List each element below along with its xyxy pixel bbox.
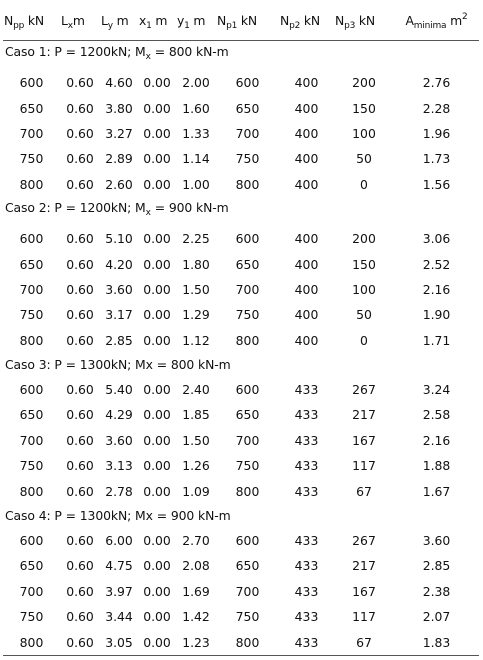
cell-x1: 0.00: [143, 307, 171, 323]
cell-np2: 433: [294, 458, 319, 474]
cell-np2: 433: [294, 609, 319, 625]
cell-np1: 700: [235, 281, 260, 297]
table-row: [3, 377, 479, 402]
cell-lx: 0.60: [66, 332, 94, 348]
header-row: [3, 3, 479, 41]
cell-lx: 0.60: [66, 256, 94, 272]
cell-np1: 650: [235, 407, 260, 423]
cell-amin: 1.90: [422, 307, 451, 323]
cell-lx: 0.60: [66, 407, 94, 423]
table-row: [3, 302, 479, 327]
cell-lx: 0.60: [66, 483, 94, 499]
cell-x1: 0.00: [143, 583, 171, 599]
cell-amin: 2.76: [422, 75, 451, 91]
case-title: [3, 41, 479, 66]
cell-ly: 3.80: [105, 100, 133, 116]
cell-x1: 0.00: [143, 432, 171, 448]
cell-y1: 2.40: [182, 382, 210, 398]
cell-np3: 150: [352, 100, 376, 116]
cell-ly: 3.13: [105, 458, 133, 474]
cell-y1: 1.14: [182, 151, 210, 167]
cell-ly: 2.60: [105, 176, 133, 192]
cell-np2: 400: [294, 151, 319, 167]
cell-npp: 800: [3, 629, 60, 655]
case-title: [3, 197, 479, 221]
cell-np2: 400: [294, 256, 319, 272]
cell-np3: 100: [352, 125, 376, 141]
cell-np2: 433: [294, 382, 319, 398]
cell-np3: 67: [356, 483, 372, 499]
header-x1: $x_1$ m: [138, 3, 176, 41]
cell-ly: 3.17: [105, 307, 133, 323]
cell-npp: 800: [19, 483, 44, 499]
cell-x1: 0.00: [143, 458, 171, 474]
table-row: [3, 121, 479, 146]
cell-x1: 0.00: [143, 256, 171, 272]
cell-y1: 1.12: [182, 332, 210, 348]
cell-lx: 0.60: [66, 75, 94, 91]
cell-npp: 650: [19, 407, 44, 423]
cell-amin: 1.71: [422, 332, 451, 348]
cell-ly: 3.27: [105, 125, 133, 141]
cell-np3: 117: [352, 609, 376, 625]
table-row: [3, 528, 479, 553]
cell-amin: 3.24: [422, 382, 451, 398]
cell-x1: 0.00: [143, 609, 171, 625]
cell-ly: 3.05: [100, 629, 138, 655]
cell-y1: 1.60: [182, 100, 210, 116]
case-title-text: Caso 3: P = 1300kN; Mx = 800 kN-m: [5, 357, 231, 373]
cell-lx: 0.60: [66, 231, 94, 247]
cell-amin: 2.28: [422, 100, 451, 116]
cell-ly: 2.78: [105, 483, 133, 499]
cell-lx: 0.60: [60, 629, 100, 655]
cell-np3: 200: [352, 75, 376, 91]
cell-x1: 0.00: [143, 100, 171, 116]
cell-np2: 433: [294, 533, 319, 549]
cell-np1: 750: [235, 609, 260, 625]
cell-lx: 0.60: [66, 281, 94, 297]
cell-amin: 3.06: [422, 231, 451, 247]
cell-y1: 1.29: [182, 307, 210, 323]
cell-np3: 200: [352, 231, 376, 247]
cell-np3: 267: [352, 533, 376, 549]
table-row: [3, 604, 479, 629]
header-lx: $L_xm$: [60, 3, 100, 41]
cell-np1: 750: [235, 151, 260, 167]
cell-npp: 750: [19, 151, 44, 167]
cell-x1: 0.00: [143, 151, 171, 167]
cell-x1: 0.00: [143, 558, 171, 574]
table-row: [3, 453, 479, 478]
cell-np3: 100: [352, 281, 376, 297]
cell-np3: 50: [356, 151, 372, 167]
cell-lx: 0.60: [66, 458, 94, 474]
table-row: [3, 629, 479, 655]
cell-y1: 2.25: [182, 231, 210, 247]
cell-lx: 0.60: [66, 558, 94, 574]
cell-amin: 2.58: [422, 407, 451, 423]
cell-ly: 4.29: [105, 407, 133, 423]
cell-y1: 1.26: [182, 458, 210, 474]
case-header-row: [3, 197, 479, 221]
case-title-suffix: = 800 kN-m: [150, 44, 229, 59]
cell-np2: 400: [294, 231, 319, 247]
table-row: [3, 277, 479, 302]
cell-lx: 0.60: [66, 533, 94, 549]
cell-npp: 700: [19, 432, 44, 448]
cell-np2: 400: [294, 125, 319, 141]
cell-lx: 0.60: [66, 176, 94, 192]
cell-x1: 0.00: [143, 407, 171, 423]
cell-np3: 217: [352, 558, 376, 574]
cell-y1: 1.80: [182, 256, 210, 272]
cell-np1: 800: [235, 176, 260, 192]
cell-y1: 1.00: [182, 176, 210, 192]
cell-amin: 1.83: [394, 629, 479, 655]
cell-np1: 600: [235, 382, 260, 398]
cell-ly: 3.44: [105, 609, 133, 625]
table-row: [3, 579, 479, 604]
cell-npp: 600: [19, 231, 44, 247]
cell-np3: 217: [352, 407, 376, 423]
cell-np2: 400: [294, 176, 319, 192]
cell-x1: 0.00: [143, 332, 171, 348]
cell-npp: 600: [19, 382, 44, 398]
cell-x1: 0.00: [138, 629, 176, 655]
header-ly: $L_y$ m: [100, 3, 138, 41]
header-amin: $A_{minima}$ $m^2$: [394, 3, 479, 41]
case-title-subscript: x: [145, 52, 151, 62]
cell-np1: 750: [235, 307, 260, 323]
cell-amin: 2.16: [422, 432, 451, 448]
cell-x1: 0.00: [143, 176, 171, 192]
case-title-text: Caso 4: P = 1300kN; Mx = 900 kN-m: [5, 508, 231, 524]
table-body: [3, 41, 479, 656]
header-np3: $N_{p3}$ kN: [334, 3, 394, 41]
cell-y1: 1.69: [182, 583, 210, 599]
cell-np1: 600: [235, 533, 260, 549]
cell-np1: 700: [235, 125, 260, 141]
cell-lx: 0.60: [66, 432, 94, 448]
cell-x1: 0.00: [143, 382, 171, 398]
cell-npp: 800: [19, 176, 44, 192]
cell-x1: 0.00: [143, 533, 171, 549]
table-row: [3, 402, 479, 427]
cell-ly: 2.85: [105, 332, 133, 348]
table-row: [3, 478, 479, 503]
cell-lx: 0.60: [66, 609, 94, 625]
cell-ly: 3.60: [105, 281, 133, 297]
cell-y1: 2.70: [182, 533, 210, 549]
cell-y1: 1.50: [182, 432, 210, 448]
cell-np2: 433: [294, 407, 319, 423]
cell-np3: 50: [356, 307, 372, 323]
cell-np2: 433: [294, 558, 319, 574]
cell-lx: 0.60: [66, 382, 94, 398]
cell-npp: 600: [19, 75, 44, 91]
cell-amin: 1.73: [422, 151, 451, 167]
cell-amin: 2.16: [422, 281, 451, 297]
header-y1: $y_1$ m: [176, 3, 216, 41]
cell-lx: 0.60: [66, 583, 94, 599]
cell-amin: 1.67: [422, 483, 451, 499]
cell-lx: 0.60: [66, 151, 94, 167]
cell-np1: 700: [235, 583, 260, 599]
case-header-row: [3, 353, 479, 377]
table-row: [3, 95, 479, 120]
cell-np1: 700: [235, 432, 260, 448]
cell-amin: 1.56: [422, 176, 451, 192]
case-title-subscript: x: [145, 207, 151, 218]
case-header-row: [3, 504, 479, 528]
table-row: [3, 172, 479, 197]
cell-lx: 0.60: [66, 307, 94, 323]
table-row: [3, 70, 479, 95]
case-header-row: [3, 41, 479, 66]
cell-y1: 1.85: [182, 407, 210, 423]
header-np2: $N_{p2}$ kN: [279, 3, 334, 41]
cell-npp: 750: [19, 609, 44, 625]
case-title: [3, 504, 479, 528]
cell-y1: 1.42: [182, 609, 210, 625]
cell-np1: 750: [235, 458, 260, 474]
cell-np1: 800: [216, 629, 279, 655]
cell-np1: 600: [235, 231, 260, 247]
cell-ly: 2.89: [105, 151, 133, 167]
cell-y1: 1.50: [182, 281, 210, 297]
cell-amin: 2.38: [422, 583, 451, 599]
cell-np2: 433: [294, 483, 319, 499]
cell-lx: 0.60: [66, 125, 94, 141]
cell-np2: 433: [279, 629, 334, 655]
cell-ly: 4.60: [105, 75, 133, 91]
cell-npp: 650: [19, 100, 44, 116]
cell-x1: 0.00: [143, 281, 171, 297]
cell-np3: 167: [352, 432, 376, 448]
cell-x1: 0.00: [143, 75, 171, 91]
cell-x1: 0.00: [143, 231, 171, 247]
cell-npp: 750: [19, 307, 44, 323]
cell-ly: 4.20: [105, 256, 133, 272]
case-title-text: Caso 1: P = 1200kN; M: [5, 44, 146, 59]
table-row: [3, 428, 479, 453]
cell-npp: 600: [19, 533, 44, 549]
cell-y1: 2.00: [182, 75, 210, 91]
header-npp: $N_{pp}$ kN: [3, 3, 60, 41]
results-table: [3, 3, 479, 656]
cell-ly: 5.10: [105, 231, 133, 247]
cell-np3: 0: [360, 176, 368, 192]
case-title-suffix: = 900 kN-m: [150, 199, 229, 215]
cell-y1: 2.08: [182, 558, 210, 574]
cell-np2: 433: [294, 432, 319, 448]
cell-npp: 650: [19, 256, 44, 272]
cell-npp: 700: [19, 583, 44, 599]
cell-np1: 650: [235, 100, 260, 116]
cell-npp: 700: [19, 281, 44, 297]
table-row: [3, 226, 479, 251]
cell-np3: 0: [360, 332, 368, 348]
table-row: [3, 328, 479, 353]
cell-npp: 650: [19, 558, 44, 574]
cell-ly: 4.75: [105, 558, 133, 574]
case-title-text: Caso 2: P = 1200kN; M: [5, 199, 146, 215]
cell-amin: 2.07: [422, 609, 451, 625]
cell-ly: 5.40: [105, 382, 133, 398]
cell-np2: 400: [294, 307, 319, 323]
cell-np3: 117: [352, 458, 376, 474]
cell-lx: 0.60: [66, 100, 94, 116]
cell-np2: 400: [294, 75, 319, 91]
cell-np1: 800: [235, 483, 260, 499]
cell-np2: 400: [294, 332, 319, 348]
cell-ly: 3.60: [105, 432, 133, 448]
cell-np3: 67: [334, 629, 394, 655]
table-row: [3, 146, 479, 171]
cell-amin: 2.85: [422, 558, 451, 574]
cell-np3: 267: [352, 382, 376, 398]
table-row: [3, 553, 479, 578]
cell-npp: 700: [19, 125, 44, 141]
cell-np2: 400: [294, 281, 319, 297]
table-row: [3, 251, 479, 276]
cell-y1: 1.33: [182, 125, 210, 141]
cell-npp: 800: [19, 332, 44, 348]
cell-np2: 433: [294, 583, 319, 599]
cell-ly: 6.00: [105, 533, 133, 549]
cell-amin: 2.52: [422, 256, 451, 272]
cell-np2: 400: [294, 100, 319, 116]
cell-np1: 650: [235, 558, 260, 574]
cell-y1: 1.23: [176, 629, 216, 655]
cell-np1: 600: [235, 75, 260, 91]
cell-ly: 3.97: [105, 583, 133, 599]
cell-amin: 1.96: [422, 125, 451, 141]
cell-y1: 1.09: [182, 483, 210, 499]
cell-np1: 800: [235, 332, 260, 348]
cell-np3: 150: [352, 256, 376, 272]
cell-x1: 0.00: [143, 483, 171, 499]
cell-npp: 750: [19, 458, 44, 474]
cell-np3: 167: [352, 583, 376, 599]
cell-amin: 3.60: [422, 533, 451, 549]
cell-x1: 0.00: [143, 125, 171, 141]
cell-amin: 1.88: [422, 458, 451, 474]
cell-np1: 650: [235, 256, 260, 272]
header-np1: $N_{p1}$ kN: [216, 3, 279, 41]
case-title: [3, 353, 479, 377]
